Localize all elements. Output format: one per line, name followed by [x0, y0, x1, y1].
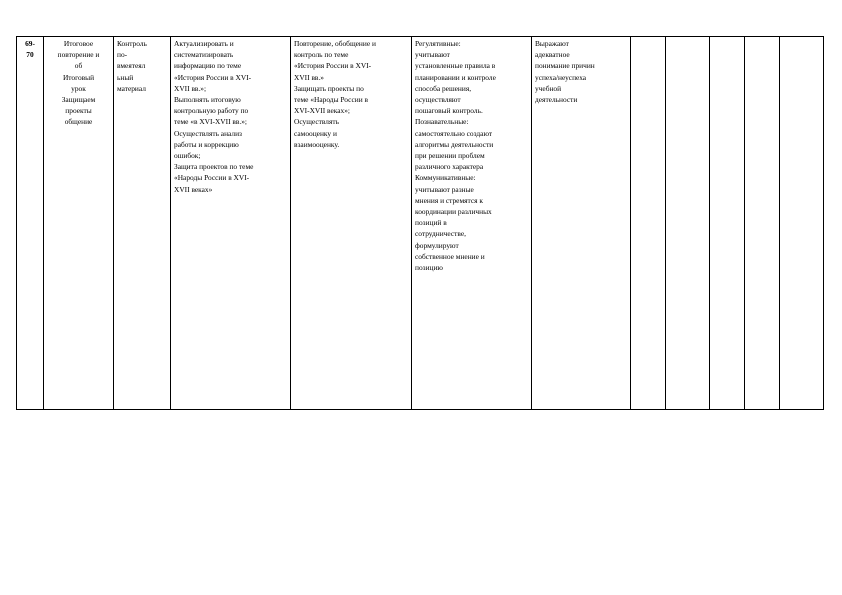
- lesson-number-line: 70: [26, 50, 34, 60]
- uud-line: пошаговый контроль.: [415, 106, 483, 116]
- activities-line: контрольную работу по: [174, 106, 249, 116]
- activities-line: Защита проектов по теме: [174, 162, 254, 172]
- uud-line: планировании и контроле: [415, 72, 496, 82]
- content-line: взаимооценку.: [294, 139, 340, 149]
- uud-cell: [412, 37, 532, 410]
- uud-line: позиций в: [415, 218, 447, 228]
- personal-line: успеха/неуспеха: [535, 72, 587, 82]
- activities-cell: [171, 37, 291, 410]
- personal-line: понимание причин: [535, 61, 595, 71]
- content-cell: [291, 37, 412, 410]
- uud-line: собственное мнение и: [415, 251, 485, 261]
- uud-line: учитывают разные: [415, 184, 474, 194]
- uud-line: формулируют: [415, 240, 459, 250]
- activities-line: теме «в XVI-XVII вв.»;: [174, 117, 247, 127]
- lesson-topic-cell: [44, 37, 114, 410]
- content-line: XVII вв.»: [294, 72, 324, 82]
- activities-line: работы и коррекцию: [174, 139, 239, 149]
- uud-line: способа решения,: [415, 83, 472, 93]
- activities-line: Актуализировать и: [174, 39, 234, 48]
- uud-line: мнения и стремятся к: [415, 195, 483, 205]
- activities-line: XVII веках»: [174, 184, 213, 194]
- activities-line: «История России в XVI-: [174, 72, 252, 82]
- topic-line: урок: [71, 83, 86, 93]
- personal-line: деятельности: [535, 95, 578, 105]
- lesson-number-line: 69-: [25, 39, 35, 48]
- uud-line: Коммуникативные:: [415, 173, 476, 183]
- table-row: [17, 37, 824, 410]
- content-line: теме «Народы России в: [294, 95, 368, 105]
- uud-line: позицию: [415, 263, 443, 273]
- activities-line: ошибок;: [174, 151, 201, 161]
- content-line: Защищать проекты по: [294, 83, 364, 93]
- empty-cell: [745, 37, 780, 410]
- topic-line: Итоговое: [63, 39, 94, 48]
- empty-cell: [631, 37, 666, 410]
- empty-cell: [666, 37, 710, 410]
- lesson-type-line: материал: [117, 83, 146, 93]
- uud-line: Регулятивные:: [415, 39, 461, 48]
- topic-line: об: [74, 61, 83, 71]
- lesson-type-line: ьный: [117, 72, 134, 82]
- topic-line: общение: [64, 117, 93, 127]
- personal-line: учебной: [535, 83, 562, 93]
- topic-line: повторение и: [57, 50, 100, 60]
- content-line: Повторение, обобщение и: [294, 39, 376, 48]
- uud-line: сотрудничестве,: [415, 229, 466, 239]
- activities-line: Выполнять итоговую: [174, 95, 241, 105]
- lesson-plan-table: [16, 36, 824, 410]
- activities-line: «Народы России в XVI-: [174, 173, 250, 183]
- personal-line: Выражают: [535, 39, 569, 48]
- uud-line: осуществляют: [415, 95, 461, 105]
- uud-line: Познавательные:: [415, 117, 469, 127]
- uud-line: алгоритмы деятельности: [415, 139, 494, 149]
- content-line: самооценку и: [294, 128, 337, 138]
- topic-line: Защищаем: [61, 95, 96, 105]
- uud-line: различного характера: [415, 162, 484, 172]
- lesson-type-line: Контроль: [117, 39, 147, 48]
- activities-line: XVII вв.»;: [174, 83, 207, 93]
- content-line: «История России в XVI-: [294, 61, 372, 71]
- empty-cell: [710, 37, 745, 410]
- activities-line: Осуществлять анализ: [174, 128, 242, 138]
- content-line: XVI-XVII веках»;: [294, 106, 350, 116]
- uud-line: координации различных: [415, 207, 492, 217]
- activities-line: систематизировать: [174, 50, 234, 60]
- topic-line: Итоговый: [62, 72, 95, 82]
- uud-line: при решении проблем: [415, 151, 485, 161]
- personal-line: адекватное: [535, 50, 570, 60]
- empty-cell: [780, 37, 824, 410]
- uud-line: самостоятельно создают: [415, 128, 493, 138]
- lesson-type-line: вмеятеял: [117, 61, 146, 71]
- topic-line: проекты: [65, 106, 92, 116]
- personal-results-cell: [532, 37, 631, 410]
- lesson-number-cell: [17, 37, 44, 410]
- lesson-type-cell: [114, 37, 171, 410]
- lesson-type-line: по-: [117, 50, 128, 60]
- content-line: контроль по теме: [294, 50, 349, 60]
- content-line: Осуществлять: [294, 117, 339, 127]
- uud-line: установленные правила в: [415, 61, 496, 71]
- activities-line: информацию по теме: [174, 61, 242, 71]
- uud-line: учитывают: [415, 50, 450, 60]
